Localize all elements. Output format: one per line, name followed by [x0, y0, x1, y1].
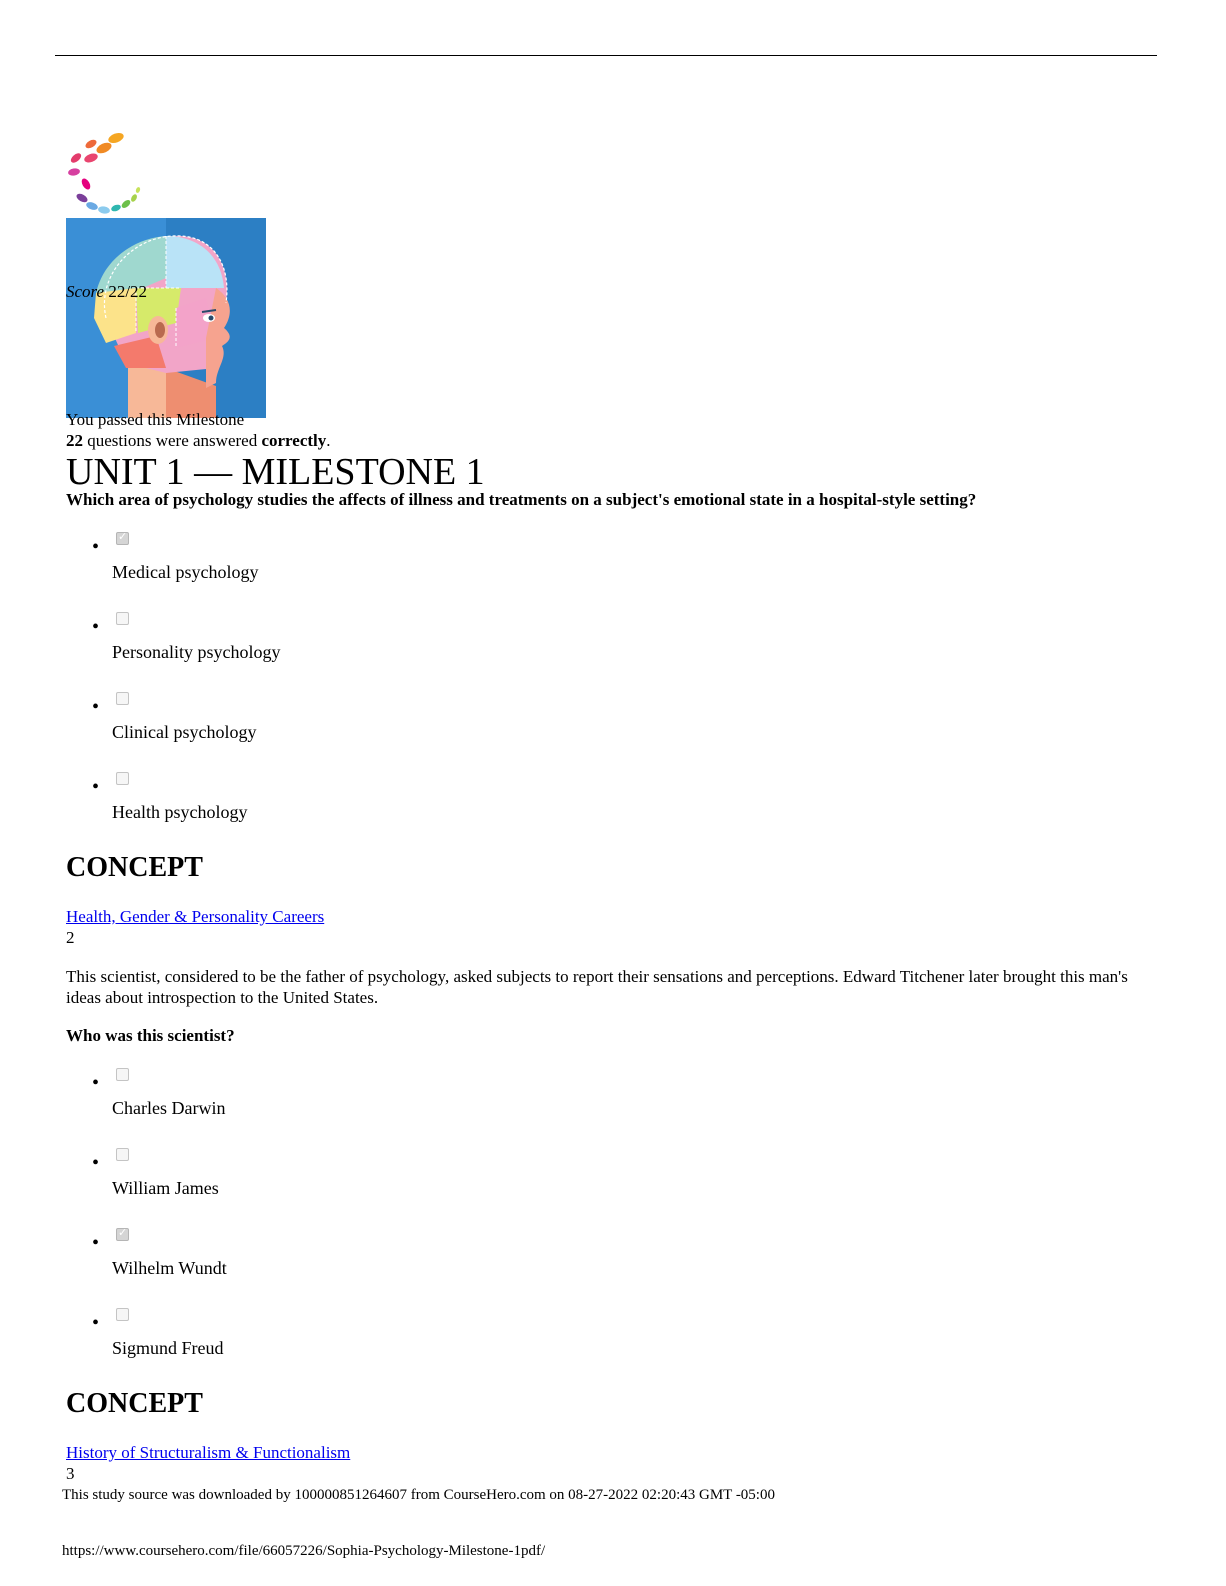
- q1-option-1-checkbox[interactable]: [116, 532, 129, 545]
- score-label: Score: [66, 282, 105, 301]
- correct-count: 22: [66, 431, 83, 450]
- answered-period: .: [326, 431, 331, 450]
- q1-option-3[interactable]: [92, 692, 692, 772]
- q1-option-2-checkbox[interactable]: [116, 612, 129, 625]
- score-value: 22/22: [108, 282, 148, 301]
- q1-option-4[interactable]: [92, 772, 692, 852]
- score: [66, 282, 147, 302]
- q2-option-4-checkbox[interactable]: [116, 1308, 129, 1321]
- q1-option-3-label: Clinical psychology: [112, 722, 257, 742]
- download-source-note: This study source was downloaded by 100000851264607 from CourseHero.com on 08-27-2022 02:20:43 GMT -05:00: [62, 1487, 775, 1503]
- brain-map-illustration: [66, 218, 266, 418]
- question-2-number: 2: [66, 928, 75, 947]
- q2-option-1-checkbox[interactable]: [116, 1068, 129, 1081]
- q2-option-2[interactable]: [92, 1148, 692, 1228]
- concept-heading-1: CONCEPT: [66, 852, 203, 883]
- bullet: •: [92, 1072, 100, 1094]
- footer-url: https://www.coursehero.com/file/66057226/Sophia-Psychology-Milestone-1pdf/: [62, 1543, 546, 1559]
- question-3-number: 3: [66, 1464, 75, 1483]
- q2-option-3-checkbox[interactable]: [116, 1228, 129, 1241]
- q2-option-2-checkbox[interactable]: [116, 1148, 129, 1161]
- concept-heading-2: CONCEPT: [66, 1388, 203, 1419]
- q2-option-3-label: Wilhelm Wundt: [112, 1258, 227, 1278]
- answered-prefix: questions were answered: [83, 431, 262, 450]
- q1-option-1-label: Medical psychology: [112, 562, 259, 582]
- bullet: •: [92, 1232, 100, 1254]
- question-1-text: Which area of psychology studies the affects of illness and treatments on a subject's emotional state in a hospital-style setting?: [66, 490, 977, 509]
- q2-option-1[interactable]: [92, 1068, 692, 1148]
- answered-summary: [66, 431, 331, 451]
- bullet: •: [92, 1312, 100, 1334]
- q2-option-4[interactable]: [92, 1308, 692, 1388]
- passed-message: You passed this Milestone: [66, 410, 245, 429]
- concept-link-1[interactable]: Health, Gender & Personality Careers: [66, 907, 325, 926]
- concept-link-2[interactable]: History of Structuralism & Functionalism: [66, 1443, 351, 1462]
- q1-option-3-checkbox[interactable]: [116, 692, 129, 705]
- q1-option-4-checkbox[interactable]: [116, 772, 129, 785]
- bullet: •: [92, 1152, 100, 1174]
- q1-option-4-label: Health psychology: [112, 802, 248, 822]
- bullet: •: [92, 616, 100, 638]
- sophia-logo-icon: [64, 128, 144, 220]
- q2-option-2-label: William James: [112, 1178, 219, 1198]
- bullet: •: [92, 776, 100, 798]
- q2-option-4-label: Sigmund Freud: [112, 1338, 224, 1358]
- q2-option-3[interactable]: [92, 1228, 692, 1308]
- q1-option-2[interactable]: [92, 612, 692, 692]
- q1-option-2-label: Personality psychology: [112, 642, 281, 662]
- top-rule: [55, 55, 1157, 56]
- bullet: •: [92, 696, 100, 718]
- bullet: •: [92, 536, 100, 558]
- correctly-word: correctly: [261, 431, 327, 450]
- question-2-paragraph: This scientist, considered to be the father of psychology, asked subjects to report their sensations and perceptions. Edward Titchener later brought this man's ideas about introspection to the United States.: [66, 967, 1128, 1007]
- page-title: UNIT 1 — MILESTONE 1: [66, 451, 485, 493]
- q1-option-1[interactable]: [92, 532, 692, 612]
- question-2-prompt: Who was this scientist?: [66, 1026, 235, 1045]
- q2-option-1-label: Charles Darwin: [112, 1098, 226, 1118]
